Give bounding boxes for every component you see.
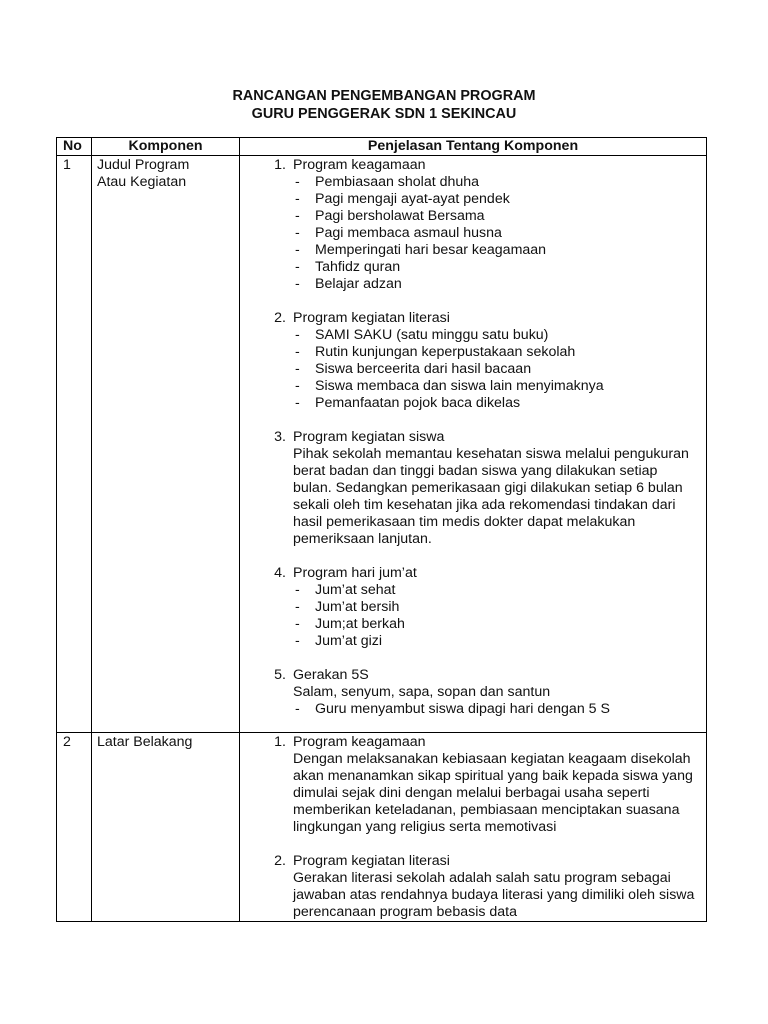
list-item: - Pemanfaatan pojok baca dikelas [295, 395, 521, 411]
list-item: - Jum’at sehat [295, 582, 396, 598]
list-item: - Siswa membaca dan siswa lain menyimaknya [295, 378, 604, 394]
section-keagamaan [240, 734, 706, 836]
header-no: No [57, 138, 92, 156]
component-line: Atau Kegiatan [97, 174, 187, 190]
row-number: 1 [57, 156, 92, 733]
section-heading: Program kegiatan siswa [293, 429, 445, 445]
table-row [57, 156, 707, 733]
row-description [240, 156, 707, 733]
section-hari-jumat [240, 565, 706, 650]
list-item: - Memperingati hari besar keagamaan [295, 242, 547, 258]
list-item: - Belajar adzan [295, 276, 402, 292]
section-heading: Program kegiatan literasi [293, 853, 450, 869]
section-heading: Program keagamaan [293, 734, 426, 750]
section-number: 3. [274, 429, 286, 445]
section-paragraph: Pihak sekolah memantau kesehatan siswa melalui pengukuran berat badan dan tinggi badan siswa yang dilakukan setiap bulan. Sedangkan pemerikasaan gigi dilakukan setiap 6 bulan sekali oleh tim kesehatan jika ada rekomendasi tindakan dari hasil pemerikasaan tim medis dokter dapat melakukan pemeriksaan lanjutan. [293, 446, 689, 547]
title-line-2: GURU PENGGERAK SDN 1 SEKINCAU [251, 106, 517, 122]
section-paragraph: Salam, senyum, sapa, sopan dan santun [293, 684, 551, 700]
list-item: - Jum’at gizi [295, 633, 383, 649]
title-line-1: RANCANGAN PENGEMBANGAN PROGRAM [232, 88, 536, 104]
header-komponen: Komponen [92, 138, 240, 156]
list-item: - Pagi mengaji ayat-ayat pendek [295, 191, 510, 207]
list-item: - Guru menyambut siswa dipagi hari dengan 5 S [295, 701, 610, 717]
table-header-row [57, 138, 707, 156]
section-number: 5. [274, 667, 286, 683]
list-item: - Pagi membaca asmaul husna [295, 225, 502, 241]
section-heading: Program keagamaan [293, 157, 426, 173]
list-item: - Tahfidz quran [295, 259, 401, 275]
section-keagamaan [240, 157, 706, 293]
list-item: - SAMI SAKU (satu minggu satu buku) [295, 327, 549, 343]
row-description [240, 733, 707, 922]
section-kegiatan-siswa [240, 429, 706, 548]
section-number: 1. [274, 157, 286, 173]
section-paragraph: Dengan melaksanakan kebiasaan kegiatan keagaam disekolah akan menanamkan sikap spiritual yang baik kepada siswa yang dimulai sejak dini dengan melalui berbagai usaha seperti memberikan keteladanan, pembiasaan menciptakan suasana lingkungan yang religius serta memotivasi [293, 751, 693, 835]
program-table [56, 137, 707, 922]
row-component [92, 733, 240, 922]
section-number: 2. [274, 310, 286, 326]
section-paragraph: Gerakan literasi sekolah adalah salah satu program sebagai jawaban atas rendahnya budaya literasi yang dimiliki oleh siswa perencanaan program bebasis data [293, 870, 695, 920]
section-number: 2. [274, 853, 286, 869]
list-item: - Pagi bersholawat Bersama [295, 208, 485, 224]
component-line: Judul Program [97, 157, 190, 173]
list-item: - Jum’at bersih [295, 599, 400, 615]
section-heading: Gerakan 5S [293, 667, 369, 683]
section-number: 1. [274, 734, 286, 750]
list-item: - Rutin kunjungan keperpustakaan sekolah [295, 344, 576, 360]
section-heading: Program kegiatan literasi [293, 310, 450, 326]
section-gerakan-5s [240, 667, 706, 718]
component-line: Latar Belakang [97, 734, 193, 750]
row-component [92, 156, 240, 733]
section-number: 4. [274, 565, 286, 581]
list-item: - Siswa berceerita dari hasil bacaan [295, 361, 532, 377]
section-heading: Program hari jum’at [293, 565, 417, 581]
table-row [57, 733, 707, 922]
document-title [0, 87, 768, 123]
list-item: - Jum;at berkah [295, 616, 405, 632]
header-penjelasan: Penjelasan Tentang Komponen [240, 138, 707, 156]
row-number: 2 [57, 733, 92, 922]
list-item: - Pembiasaan sholat dhuha [295, 174, 480, 190]
section-literasi [240, 310, 706, 412]
section-literasi [240, 853, 706, 921]
